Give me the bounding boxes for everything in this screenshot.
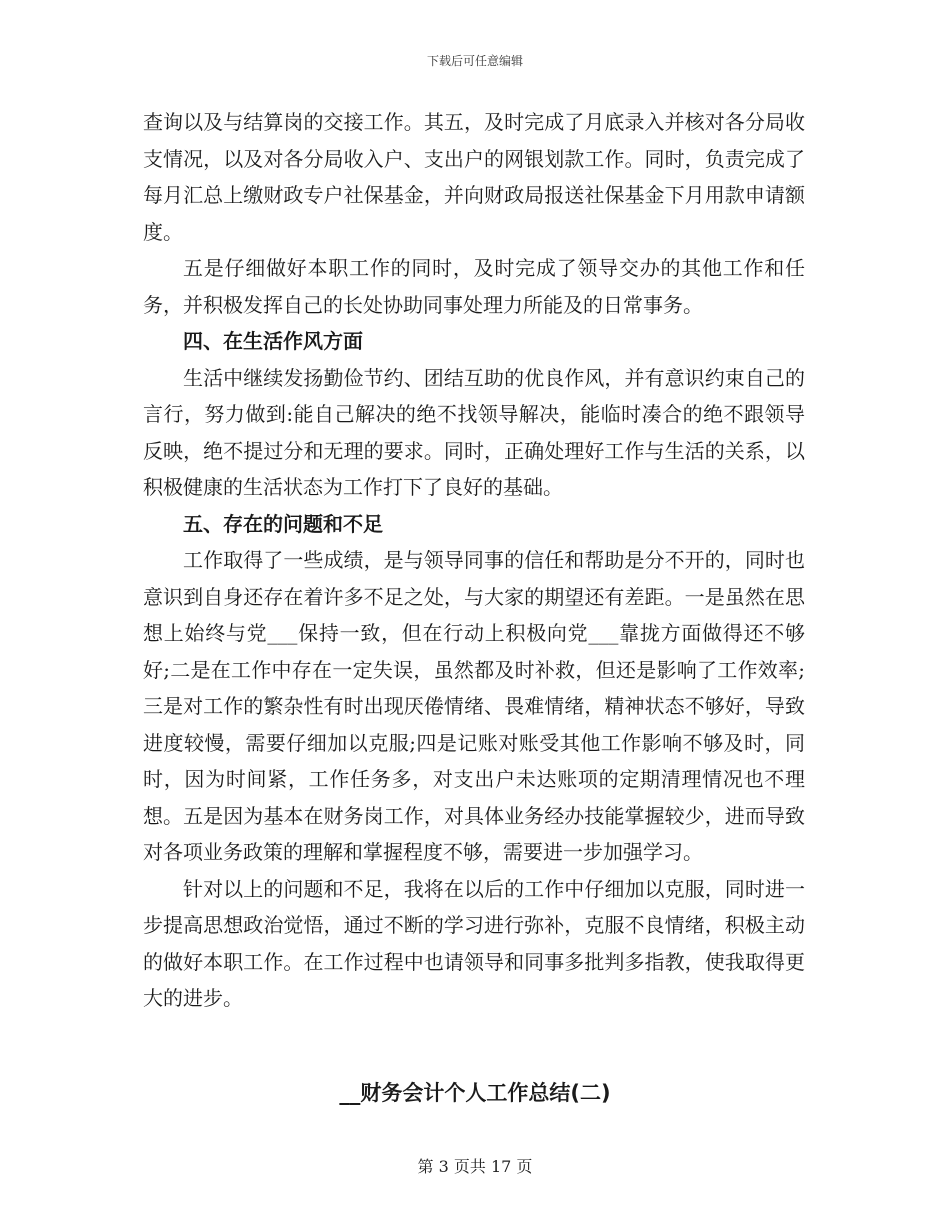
page-number-footer: 第 3 页共 17 页 bbox=[417, 1157, 533, 1176]
paragraph-problems: 工作取得了一些成绩，是与领导同事的信任和帮助是分不开的，同时也意识到自身还存在着许多不足之处，与大家的期望还有差距。一是虽然在思想上始终与党___保持一致，但在行动上积极向党___靠拢方面做得还不够好;二是在工作中存在一定失误，虽然都及时补救，但还是影响了工作效率;三是对工作的繁杂性有时出现厌倦情绪、畏难情绪，精神状态不够好，导致进度较慢，需要仔细加以克服;四是记账对账受其他工作影响不够及时，同时，因为时间紧，工作任务多，对支出户未达账项的定期清理情况也不理想。五是因为基本在财务岗工作，对具体业务经办技能掌握较少，进而导致对各项业务政策的理解和掌握程度不够，需要进一步加强学习。 bbox=[143, 548, 805, 864]
document-body bbox=[143, 104, 805, 1017]
paragraph-lifestyle: 生活中继续发扬勤俭节约、团结互助的优良作风，并有意识约束自己的言行，努力做到:能自己解决的绝不找领导解决，能临时凑合的绝不跟领导反映，绝不提过分和无理的要求。同时，正确处理好工作与生活的关系，以积极健康的生活状态为工作打下了良好的基础。 bbox=[143, 365, 805, 499]
document-subtitle: __财务会计个人工作总结(二) bbox=[339, 1081, 611, 1105]
page-header: 下载后可任意编辑 bbox=[426, 54, 523, 68]
paragraph-improvement: 针对以上的问题和不足，我将在以后的工作中仔细加以克服，同时进一步提高思想政治觉悟，通过不断的学习进行弥补，克服不良情绪，积极主动的做好本职工作。在工作过程中也请领导和同事多批判多指教，使我取得更大的进步。 bbox=[143, 876, 805, 1010]
section-heading-lifestyle: 四、在生活作风方面 bbox=[183, 329, 363, 353]
section-heading-problems: 五、存在的问题和不足 bbox=[183, 511, 383, 536]
paragraph-continued: 查询以及与结算岗的交接工作。其五，及时完成了月底录入并核对各分局收支情况，以及对各分局收入户、支出户的网银划款工作。同时，负责完成了每月汇总上缴财政专户社保基金，并向财政局报送社保基金下月用款申请额度。 bbox=[143, 110, 805, 244]
paragraph-item-five: 五是仔细做好本职工作的同时，及时完成了领导交办的其他工作和任务，并积极发挥自己的长处协助同事处理力所能及的日常事务。 bbox=[143, 256, 805, 317]
